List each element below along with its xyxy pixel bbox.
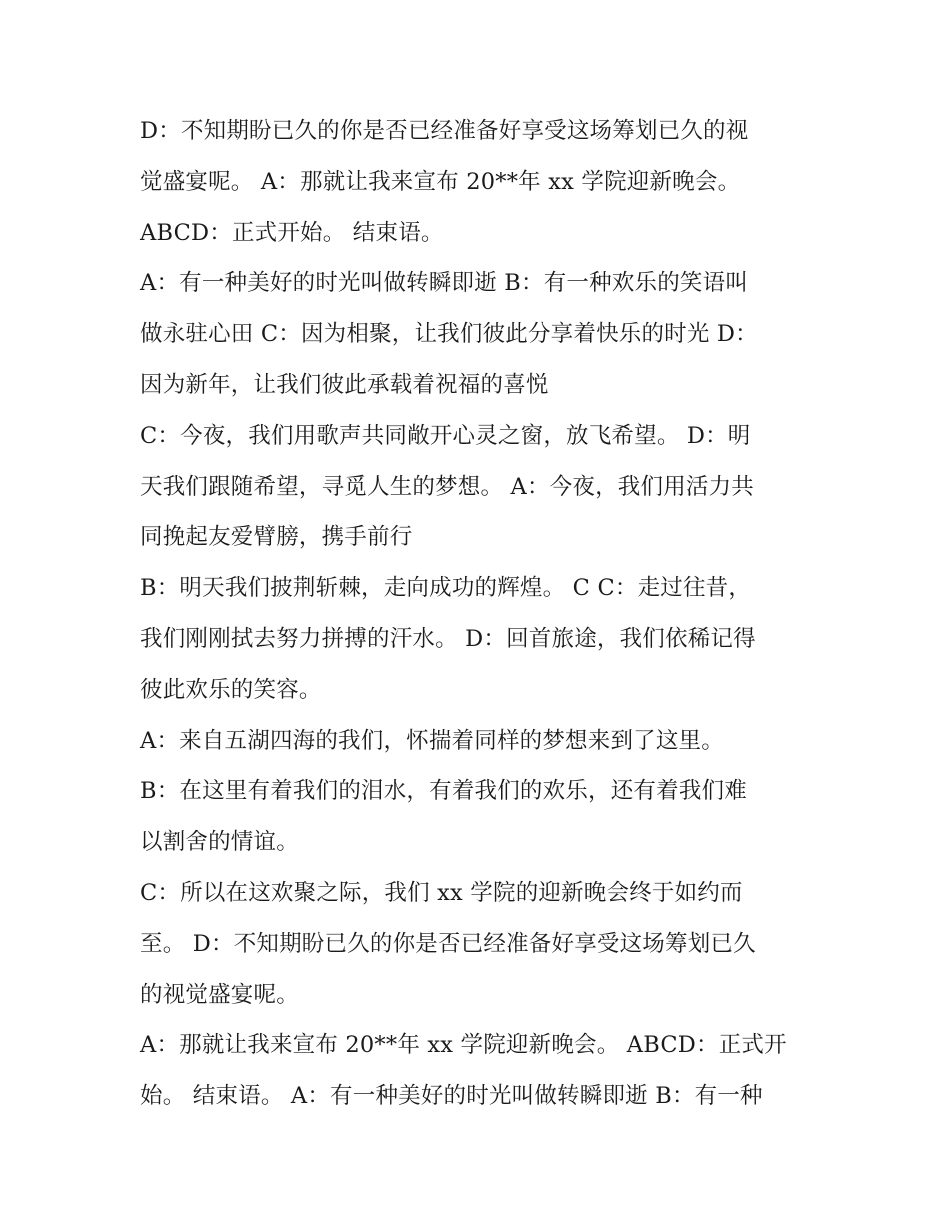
text-line: 我们刚刚拭去努力拼搏的汗水。 D：回首旅途，我们依稀记得: [140, 625, 756, 652]
text-line: 天我们跟随希望，寻觅人生的梦想。 A：今夜，我们用活力共: [140, 473, 755, 500]
text-line: A：有一种美好的时光叫做转瞬即逝 B：有一种欢乐的笑语叫: [140, 270, 749, 297]
text-line: D：不知期盼已久的你是否已经准备好享受这场筹划已久的视: [140, 118, 749, 144]
paragraph: [140, 716, 820, 767]
paragraph: [140, 868, 820, 1020]
text-line: 至。 D：不知期盼已久的你是否已经准备好享受这场筹划已久: [140, 930, 756, 957]
text-line: 彼此欢乐的笑容。: [140, 676, 322, 703]
text-line: 因为新年，让我们彼此承载着祝福的喜悦: [140, 371, 549, 398]
text-line: 以割舍的情谊。: [140, 829, 299, 856]
paragraph: [140, 106, 820, 258]
text-line: A：那就让我来宣布 20**年 xx 学院迎新晚会。 ABCD：正式开: [140, 1032, 787, 1059]
text-line: 始。 结束语。 A：有一种美好的时光叫做转瞬即逝 B：有一种: [140, 1083, 763, 1110]
text-line: C：今夜，我们用歌声共同敞开心灵之窗，放飞希望。 D：明: [140, 422, 751, 449]
text-line: C：所以在这欢聚之际，我们 xx 学院的迎新晚会终于如约而: [140, 879, 743, 906]
paragraph: [140, 1020, 820, 1122]
text-line: 觉盛宴呢。 A：那就让我来宣布 20**年 xx 学院迎新晚会。: [140, 168, 741, 195]
paragraph: [140, 563, 820, 715]
text-line: ABCD：正式开始。 结束语。: [140, 219, 444, 246]
text-line: 的视觉盛宴呢。: [140, 981, 299, 1008]
paragraph: [140, 258, 820, 410]
text-line: B：明天我们披荆斩棘，走向成功的辉煌。 C C：走过往昔，: [140, 575, 752, 602]
document-body: [140, 106, 820, 1122]
text-line: 同挽起友爱臂膀，携手前行: [140, 524, 413, 551]
text-line: B：在这里有着我们的泪水，有着我们的欢乐，还有着我们难: [140, 778, 747, 805]
text-line: A：来自五湖四海的我们，怀揣着同样的梦想来到了这里。: [140, 727, 724, 754]
paragraph: [140, 766, 820, 868]
paragraph: [140, 411, 820, 563]
text-line: 做永驻心田 C：因为相聚，让我们彼此分享着快乐的时光 D：: [140, 321, 758, 348]
